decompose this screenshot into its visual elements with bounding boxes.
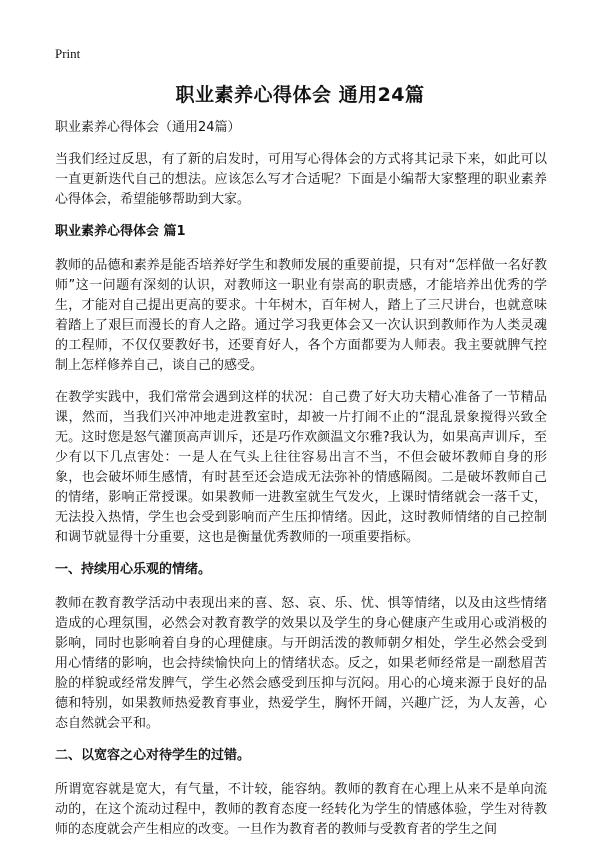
section-heading: 职业素养心得体会 篇1 — [55, 224, 186, 239]
body-paragraph: 教师的品德和素养是能否培养好学生和教师发展的重要前提，只有对“怎样做一名好教师”这一问题有深刻的认识，对教师这一职业有崇高的职责感，才能培养出优秀的学生，才能对自己提出更高的要求。十年树木，百年树人，踏上了三尺讲台，也就意味着踏上了艰巨而漫长的育人之路。通过学习我更体会又一次认识到教师作为人类灵魂的工程师，不仅仅要教好书，还要育好人，各个方面都要为人师表。我主要就脾气控制上怎样修养自己，谈自己的感受。 — [55, 258, 547, 373]
document-subtitle: 职业素养心得体会（通用24篇） — [55, 120, 241, 135]
subsection-heading: 一、持续用心乐观的情绪。 — [55, 562, 212, 577]
body-paragraph: 教师在教育教学活动中表现出来的喜、怒、哀、乐、忧、惧等情绪，以及由这些情绪造成的心理氛围，必然会对教育教学的效果以及学生的身心健康产生或用心或消极的影响，同时也影响着自身的心理健康。与开朗活泼的教师朝夕相处，学生必然会受到用心情绪的影响，也会持续愉快向上的情绪状态。反之，如果老师经常是一副愁眉苦脸的样貌或经常发脾气，学生必然会感受到压抑与沉闷。用心的心境来源于良好的品德和特别，如果教师热爱教育事业，热爱学生，胸怀开阔，兴趣广泛，为人友善，心态自然就会平和。 — [55, 596, 547, 731]
subsection-heading: 二、以宽容之心对待学生的过错。 — [55, 748, 251, 763]
document-body — [55, 118, 547, 852]
intro-paragraph: 当我们经过反思，有了新的启发时，可用写心得体会的方式将其记录下来，如此可以一直更新迭代自己的想法。应该怎么写才合适呢？下面是小编帮大家整理的职业素养心得体会，希望能够帮助到大家。 — [55, 152, 547, 207]
page-title: 职业素养心得体会 通用24篇 — [175, 84, 425, 106]
body-paragraph: 所谓宽容就是宽大，有气量，不计较，能容纳。教师的教育在心理上从来不是单向流动的，在这个流动过程中，教师的教育态度一经转化为学生的情感体验，学生对待教师的态度就会产生相应的改变。一旦作为教育者的教师与受教育者的学生之间 — [55, 782, 547, 837]
body-paragraph: 在教学实践中，我们常常会遇到这样的状况：自己费了好大功夫精心准备了一节精品课，然而，当我们兴冲冲地走进教室时，却被一片打闹不止的“混乱景象搅得兴致全无。这时您是怒气灌顶高声训斥，还是巧作欢颜温文尔雅?我认为，如果高声训斥，至少有以下几点害处：一是人在气头上往往容易出言不当，不但会破坏教师自身的形象，也会破坏师生感情，有时甚至还会造成无法弥补的情感隔阂。二是破坏教师自己的情绪，影响正常授课。如果教师一进教室就生气发火，上课时情绪就会一落千丈，无法投入热情，学生也会受到影响而产生压抑情绪。因此，这时教师情绪的自己控制和调节就显得十分重要，这也是衡量优秀教师的一项重要指标。 — [55, 390, 547, 545]
print-link[interactable]: Print — [55, 46, 81, 61]
